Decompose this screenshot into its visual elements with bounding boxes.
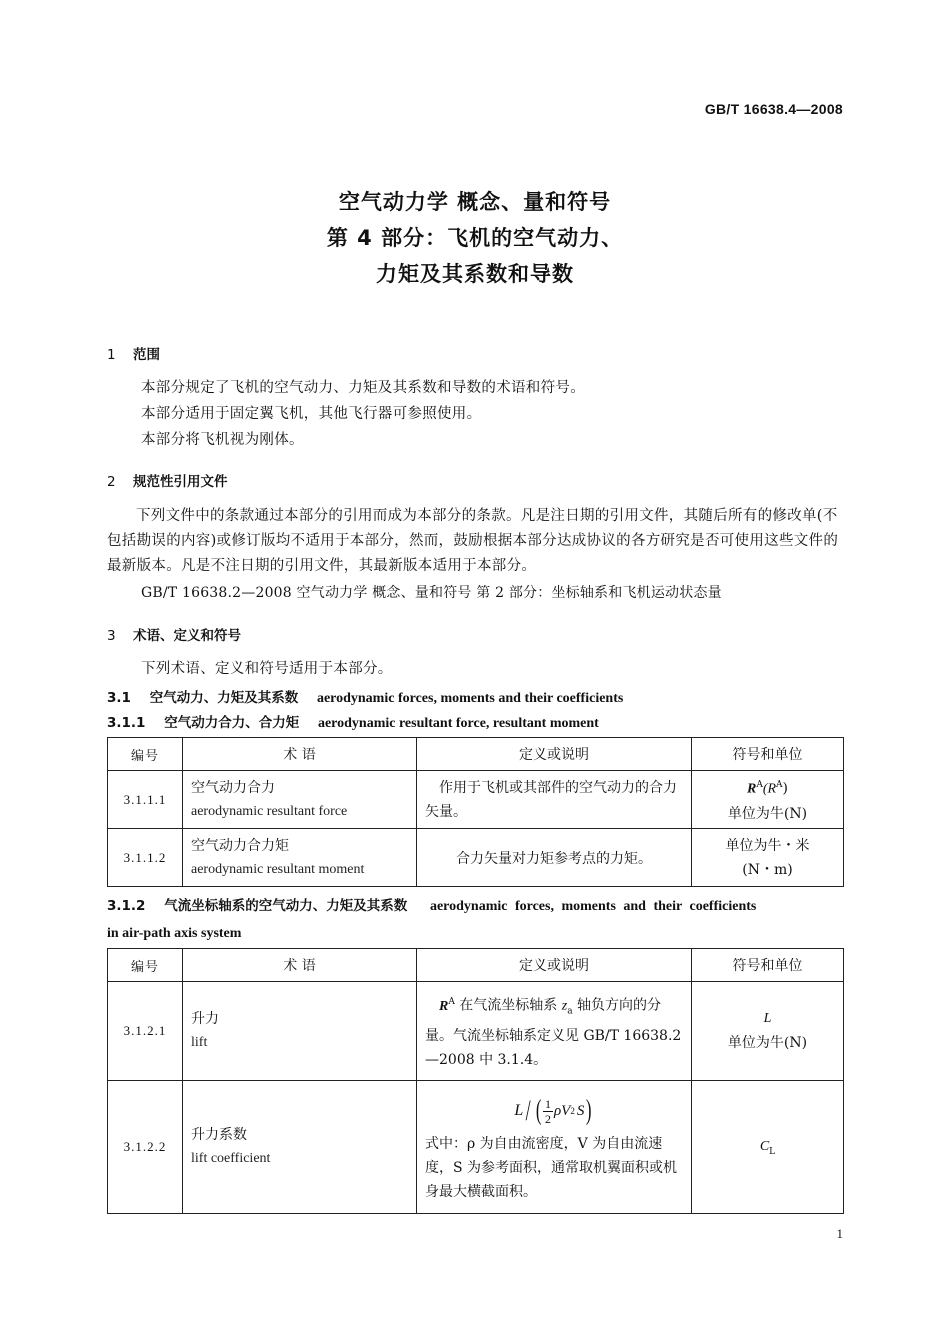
term-en: lift coefficient <box>191 1151 271 1166</box>
term-zh: 空气动力合力矩 <box>191 837 289 854</box>
header-term: 术 语 <box>183 738 417 771</box>
term-en: aerodynamic resultant moment <box>191 861 365 877</box>
section-3-intro: 下列术语、定义和符号适用于本部分。 <box>141 661 393 677</box>
unit: (N・m) <box>742 861 793 878</box>
symbol: $R^A(R^A)$ <box>746 780 789 797</box>
section-2-heading <box>107 470 228 490</box>
section-number: 1 <box>107 347 116 363</box>
row-term <box>183 829 417 887</box>
table-row <box>108 829 844 887</box>
term-zh: 空气动力合力 <box>191 779 275 796</box>
row-definition <box>417 1081 692 1214</box>
row-symbol <box>692 1081 844 1214</box>
section-3-heading <box>107 624 241 644</box>
title-line-1: 空气动力学 概念、量和符号 <box>338 190 612 214</box>
header-sym: 符号和单位 <box>692 949 844 982</box>
header-term: 术 语 <box>183 949 417 982</box>
row-number: 3.1.1.2 <box>108 829 183 887</box>
subsection-3-1 <box>107 686 623 707</box>
subsection-number: 3.1 <box>107 690 131 706</box>
row-symbol <box>692 982 844 1081</box>
row-term <box>183 771 417 829</box>
term-en: aerodynamic resultant force <box>191 803 348 819</box>
table-row <box>108 982 844 1081</box>
title-line-3: 力矩及其系数和导数 <box>376 262 574 286</box>
symbol-subscript: L <box>769 1146 776 1157</box>
subsection-number: 3.1.1 <box>107 715 146 731</box>
subsection-title-zh: 空气动力、力矩及其系数 <box>149 690 299 706</box>
paragraph: 本部分适用于固定翼飞机，其他飞行器可参照使用。 <box>141 406 482 422</box>
subsection-number: 3.1.2 <box>107 898 146 914</box>
page-number: 1 <box>836 1226 843 1241</box>
unit: 单位为牛(N) <box>727 1035 808 1051</box>
term-zh: 升力 <box>191 1011 219 1027</box>
table-header-row <box>108 738 844 771</box>
section-2-paragraph: 下列文件中的条款通过本部分的引用而成为本部分的条款。凡是注日期的引用文件，其随后所有的修改单(不包括勘误的内容)或修订版均不适用于本部分，然而，鼓励根据本部分达成协议的各方研究是否可使用这些文件的最新版本。凡是不注日期的引用文件，其最新版本适用于本部分。 <box>107 508 839 574</box>
subsection-title-en: aerodynamic resultant force, resultant moment <box>317 716 599 731</box>
subsection-title-en-cont: in air-path axis system <box>107 926 242 941</box>
section-title: 术语、定义和符号 <box>133 628 241 644</box>
standard-number: GB/T 16638.4—2008 <box>704 101 843 117</box>
unit: 单位为牛・米 <box>725 837 810 854</box>
header-no: 编号 <box>108 738 183 771</box>
subsection-title-zh: 空气动力合力、合力矩 <box>164 715 300 731</box>
row-number: 3.1.2.2 <box>108 1081 183 1214</box>
row-number: 3.1.2.1 <box>108 982 183 1081</box>
term-en: lift <box>191 1035 208 1050</box>
lift-coefficient-formula: L / ( 1 2 ρ V 2 S ) <box>514 1094 592 1127</box>
symbol: L <box>763 1011 772 1026</box>
header-no: 编号 <box>108 949 183 982</box>
row-symbol <box>692 771 844 829</box>
row-term <box>183 982 417 1081</box>
section-number: 3 <box>107 628 116 644</box>
paragraph: 本部分规定了飞机的空气动力、力矩及其系数和导数的术语和符号。 <box>141 380 585 396</box>
table-header-row <box>108 949 844 982</box>
table-row <box>108 1081 844 1214</box>
section-number: 2 <box>107 474 116 490</box>
section-1-heading <box>107 343 160 363</box>
normative-reference: GB/T 16638.2—2008 空气动力学 概念、量和符号 第 2 部分：坐标轴系和飞机运动状态量 <box>141 585 722 601</box>
row-term <box>183 1081 417 1214</box>
header-sym: 符号和单位 <box>692 738 844 771</box>
terms-table-2 <box>107 948 844 1214</box>
row-definition: 合力矢量对力矩参考点的力矩。 <box>417 829 692 887</box>
header-def: 定义或说明 <box>417 738 692 771</box>
paragraph: 本部分将飞机视为刚体。 <box>141 432 304 448</box>
section-1-body <box>141 375 585 453</box>
row-definition: $R^A$ 在气流坐标轴系 $z_a$ 轴负方向的分量。气流坐标轴系定义见 GB/T 16638.2—2008 中 3.1.4。 <box>417 982 692 1081</box>
terms-table-1 <box>107 737 844 887</box>
table-row <box>108 771 844 829</box>
header-def: 定义或说明 <box>417 949 692 982</box>
row-definition: 作用于飞机或其部件的空气动力的合力矢量。 <box>417 771 692 829</box>
term-zh: 升力系数 <box>191 1127 247 1143</box>
row-number: 3.1.1.1 <box>108 771 183 829</box>
section-title: 规范性引用文件 <box>133 474 228 490</box>
title-line-2: 第 4 部分：飞机的空气动力、 <box>326 226 624 250</box>
subsection-3-1-2 <box>107 893 844 947</box>
subsection-title-en: aerodynamic forces, moments and their coefficients <box>316 691 624 706</box>
subsection-3-1-1 <box>107 711 599 732</box>
section-title: 范围 <box>133 347 160 363</box>
subsection-title-zh: 气流坐标轴系的空气动力、力矩及其系数 <box>164 898 408 914</box>
subsection-title-en: aerodynamic forces, moments and their coefficients <box>429 899 757 914</box>
symbol: C <box>759 1138 770 1154</box>
formula-explanation: 式中：ρ 为自由流密度，V 为自由流速度，S 为参考面积，通常取机翼面积或机身最大横截面积。 <box>425 1136 678 1200</box>
row-symbol <box>692 829 844 887</box>
unit: 单位为牛(N) <box>727 805 808 822</box>
